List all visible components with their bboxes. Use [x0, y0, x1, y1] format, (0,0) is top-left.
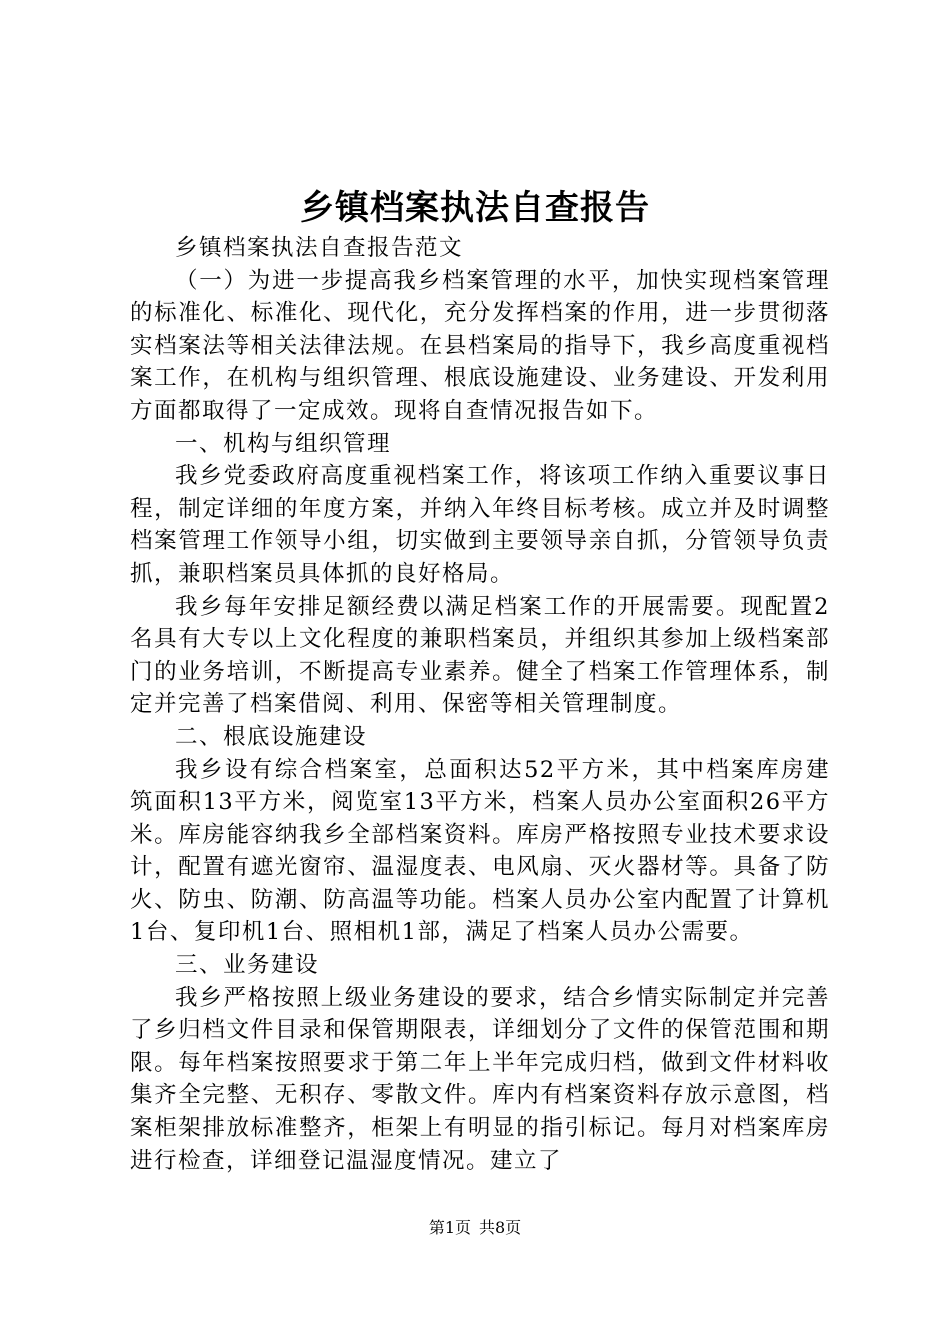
page-number: 第1页 [428, 1218, 471, 1237]
document-body [130, 232, 830, 1177]
page-footer [0, 1217, 950, 1239]
body-paragraph: 我乡设有综合档案室，总面积达52平方米，其中档案库房建筑面积13平方米，阅览室13平方米，档案人员办公室面积26平方米。库房能容纳我乡全部档案资料。库房严格按照专业技术要求设计，配置有遮光窗帘、温湿度表、电风扇、灭火器材等。具备了防火、防虫、防潮、防高温等功能。档案人员办公室内配置了计算机1台、复印机1台、照相机1部，满足了档案人员办公需要。 [130, 756, 830, 946]
document-title: 乡镇档案执法自查报告 [300, 188, 650, 228]
section-heading-business: 三、业务建设 [175, 952, 320, 979]
body-paragraph: 我乡党委政府高度重视档案工作，将该项工作纳入重要议事日程，制定详细的年度方案，并纳入年终目标考核。成立并及时调整档案管理工作领导小组，切实做到主要领导亲自抓，分管领导负责抓，兼职档案员具体抓的良好格局。 [130, 463, 830, 587]
section-heading-organization: 一、机构与组织管理 [175, 430, 392, 457]
body-paragraph: 我乡每年安排足额经费以满足档案工作的开展需要。现配置2名具有大专以上文化程度的兼职档案员，并组织其参加上级档案部门的业务培训，不断提高专业素养。健全了档案工作管理体系，制定并完善了档案借阅、利用、保密等相关管理制度。 [130, 593, 830, 718]
section-heading-infrastructure: 二、根底设施建设 [175, 723, 368, 750]
intro-paragraph: （一）为进一步提高我乡档案管理的水平，加快实现档案管理的标准化、标准化、现代化，充分发挥档案的作用，进一步贯彻落实档案法等相关法律法规。在县档案局的指导下，我乡高度重视档案工作，在机构与组织管理、根底设施建设、业务建设、开发利用方面都取得了一定成效。现将自查情况报告如下。 [130, 267, 830, 424]
body-paragraph: 我乡严格按照上级业务建设的要求，结合乡情实际制定并完善了乡归档文件目录和保管期限表，详细划分了文件的保管范围和期限。每年档案按照要求于第二年上半年完成归档，做到文件材料收集齐全完整、无积存、零散文件。库内有档案资料存放示意图，档案柜架排放标准整齐，柜架上有明显的指引标记。每月对档案库房进行检查，详细登记温湿度情况。建立了 [130, 984, 830, 1174]
subtitle-paragraph: 乡镇档案执法自查报告范文 [175, 235, 464, 261]
page-total: 共8页 [479, 1218, 522, 1237]
